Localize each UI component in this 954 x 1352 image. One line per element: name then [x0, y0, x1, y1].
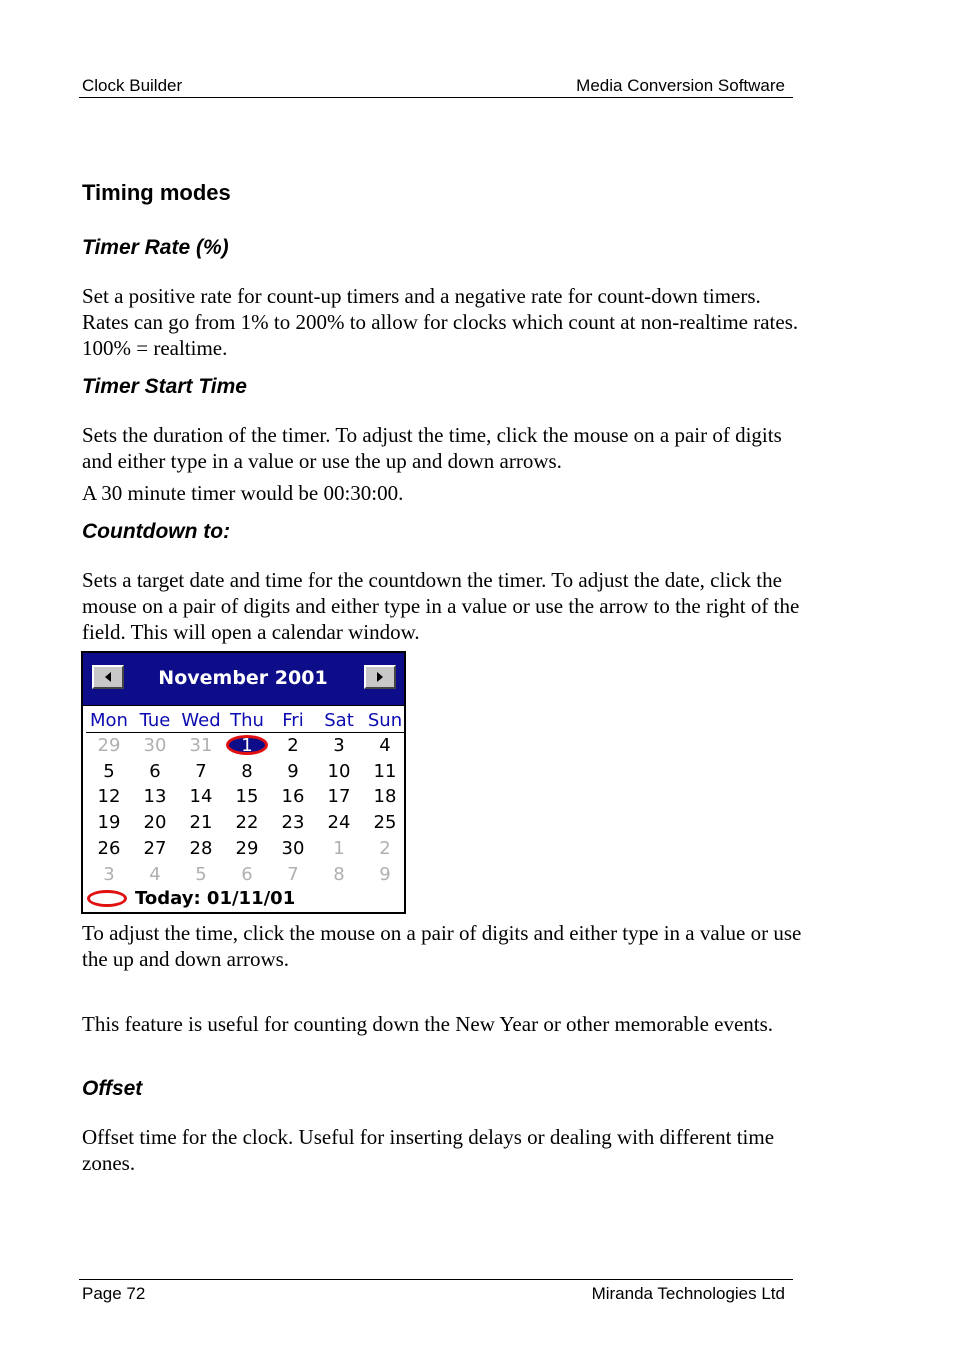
calendar-day[interactable] — [178, 862, 224, 887]
para-countdown-2: To adjust the time, click the mouse on a pair of digits and either type in a value or use the up and down arrows. — [82, 921, 802, 971]
weekday-label: Wed — [181, 710, 221, 731]
calendar-day-number: 4 — [379, 735, 391, 756]
calendar-day-number: 18 — [373, 786, 397, 808]
today-label: Today: 01/11/01 — [135, 887, 296, 909]
calendar-day[interactable] — [86, 733, 132, 758]
heading-countdown: Countdown to: — [82, 520, 231, 543]
calendar-day[interactable] — [362, 836, 408, 861]
weekday-label: Mon — [90, 710, 128, 731]
calendar-day[interactable] — [270, 810, 316, 835]
para-offset: Offset time for the clock. Useful for inserting delays or dealing with different time zones. — [82, 1125, 775, 1175]
calendar-day-number: 5 — [195, 863, 207, 885]
calendar-day-number: 17 — [327, 786, 351, 808]
calendar-day-number: 11 — [373, 760, 397, 782]
calendar-day[interactable] — [86, 810, 132, 835]
calendar-day-number: 6 — [149, 760, 161, 782]
calendar-day-number: 26 — [97, 837, 121, 859]
calendar-day-number: 2 — [379, 837, 391, 859]
footer-right: Miranda Technologies Ltd — [591, 1284, 785, 1303]
calendar-day[interactable] — [224, 759, 270, 784]
page-header — [79, 74, 793, 98]
weekday-label: Sun — [367, 710, 403, 731]
calendar-day-number: 13 — [143, 786, 167, 808]
calendar-day[interactable] — [316, 733, 362, 758]
calendar-day[interactable] — [132, 836, 178, 861]
calendar-day[interactable] — [224, 784, 270, 809]
heading-timer-rate: Timer Rate (%) — [82, 236, 229, 259]
calendar-day-number: 22 — [235, 812, 259, 834]
header-right: Media Conversion Software — [576, 76, 785, 95]
para-timer-start-1: Sets the duration of the timer. To adjust the time, click the mouse on a pair of digits and either type in a value or use the up and down arrows. — [82, 423, 782, 473]
calendar-day-number: 5 — [103, 760, 115, 782]
weekday-header-row — [86, 707, 404, 733]
calendar-day-number: 4 — [149, 863, 161, 885]
calendar-day[interactable] — [362, 759, 408, 784]
weekday-label: Tue — [139, 710, 171, 731]
today-circle-icon — [87, 890, 127, 907]
calendar-day[interactable] — [178, 759, 224, 784]
calendar-day-number: 3 — [103, 863, 115, 885]
next-month-button[interactable] — [364, 665, 396, 689]
calendar-month-label: November 2001 — [158, 667, 328, 689]
today-button[interactable] — [87, 887, 295, 909]
calendar-day-number: 10 — [327, 760, 351, 782]
weekday-label: Fri — [282, 710, 304, 731]
calendar-day[interactable] — [86, 862, 132, 887]
section-title: Timing modes — [82, 180, 231, 205]
calendar-window — [81, 651, 406, 914]
calendar-day[interactable] — [362, 733, 408, 758]
page-footer — [79, 1279, 793, 1303]
calendar-day[interactable] — [270, 784, 316, 809]
calendar-day[interactable] — [224, 862, 270, 887]
calendar-day[interactable] — [270, 862, 316, 887]
calendar-day-number: 6 — [241, 863, 253, 885]
calendar-header — [83, 653, 404, 706]
calendar-day[interactable] — [316, 759, 362, 784]
calendar-day[interactable] — [178, 733, 224, 758]
calendar-day-number: 12 — [97, 786, 121, 808]
calendar-day[interactable] — [178, 810, 224, 835]
para-countdown-1: Sets a target date and time for the countdown the timer. To adjust the date, click the mouse on a pair of digits and either type in a value or use the arrow to the right of the field. This will open a calendar window. — [82, 568, 800, 644]
calendar-day-number: 20 — [143, 812, 167, 834]
calendar-day-number: 31 — [189, 735, 213, 756]
calendar-day[interactable] — [132, 810, 178, 835]
calendar-day-number: 1 — [333, 837, 345, 859]
calendar-day-number: 9 — [379, 863, 391, 885]
footer-left: Page 72 — [82, 1284, 146, 1303]
calendar-day[interactable] — [316, 784, 362, 809]
calendar-day-number: 24 — [327, 812, 351, 834]
calendar-day[interactable] — [132, 784, 178, 809]
calendar-day[interactable] — [178, 836, 224, 861]
calendar-day-number: 25 — [373, 812, 397, 834]
calendar-day[interactable] — [86, 759, 132, 784]
prev-month-button[interactable] — [92, 665, 124, 689]
calendar-day-number: 7 — [287, 863, 299, 885]
calendar-day[interactable] — [270, 733, 316, 758]
calendar-day-number: 23 — [281, 812, 305, 834]
calendar-day[interactable] — [316, 862, 362, 887]
weekday-label: Sat — [324, 710, 354, 731]
heading-offset: Offset — [82, 1077, 143, 1100]
weekday-label: Thu — [230, 710, 264, 731]
calendar-day-number: 3 — [333, 735, 345, 756]
arrow-right-icon — [377, 672, 383, 682]
calendar-day[interactable] — [362, 784, 408, 809]
calendar-day[interactable] — [362, 862, 408, 887]
calendar-day-number: 15 — [235, 786, 259, 808]
para-timer-rate: Set a positive rate for count-up timers and a negative rate for count-down timers. Rates can go from 1% to 200% to allow for clocks which count at non-realtime rates. 100% = realtime. — [82, 284, 799, 360]
calendar-day[interactable] — [316, 810, 362, 835]
calendar-day-number: 8 — [333, 863, 345, 885]
calendar-day[interactable] — [178, 784, 224, 809]
calendar-day[interactable] — [316, 836, 362, 861]
calendar-day[interactable] — [224, 810, 270, 835]
calendar-day-number: 29 — [97, 735, 121, 756]
calendar-day[interactable] — [224, 836, 270, 861]
calendar-day-number: 8 — [241, 760, 253, 782]
calendar-day-number: 30 — [281, 837, 305, 859]
calendar-day[interactable] — [86, 836, 132, 861]
calendar-day-number: 9 — [287, 760, 299, 782]
calendar-day-number: 28 — [189, 837, 213, 859]
calendar-day[interactable] — [270, 759, 316, 784]
heading-timer-start: Timer Start Time — [82, 375, 247, 398]
calendar-day[interactable] — [132, 759, 178, 784]
calendar-day-number: 19 — [97, 812, 121, 834]
calendar-day-number: 30 — [143, 735, 167, 756]
calendar-day-number: 1 — [241, 735, 253, 756]
calendar-day[interactable] — [86, 784, 132, 809]
calendar-day-number: 2 — [287, 735, 299, 756]
para-timer-start-2: A 30 minute timer would be 00:30:00. — [82, 481, 404, 505]
para-countdown-3: This feature is useful for counting down the New Year or other memorable events. — [82, 1012, 774, 1036]
calendar-day-number: 29 — [235, 837, 259, 859]
calendar-day-selected[interactable] — [224, 733, 270, 758]
calendar-day[interactable] — [132, 862, 178, 887]
calendar-day-number: 27 — [143, 837, 167, 859]
calendar-day[interactable] — [132, 733, 178, 758]
calendar-day-number: 21 — [189, 812, 213, 834]
calendar-day[interactable] — [362, 810, 408, 835]
calendar-day[interactable] — [270, 836, 316, 861]
calendar-day-number: 14 — [189, 786, 213, 808]
calendar-day-number: 16 — [281, 786, 305, 808]
calendar-day-number: 7 — [195, 760, 207, 782]
header-left: Clock Builder — [82, 76, 183, 95]
arrow-left-icon — [105, 672, 111, 682]
